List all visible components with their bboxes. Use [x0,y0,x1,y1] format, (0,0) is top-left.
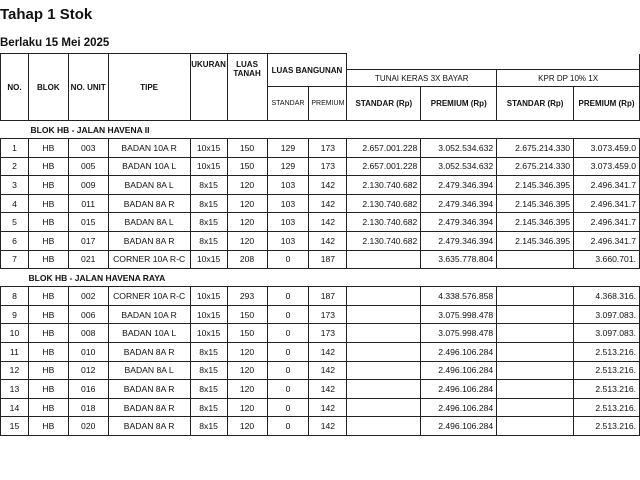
cell-blok: HB [28,139,68,158]
cell-ukuran: 10x15 [190,250,227,269]
cell-lb-prem: 142 [309,231,347,250]
cell-tipe: BADAN 8A L [108,176,190,195]
cell-kpr-prem: 2.513.216. [574,361,640,380]
cell-tunai-prem: 3.075.998.478 [421,305,497,324]
cell-kpr-std [497,417,574,436]
cell-unit: 021 [68,250,108,269]
cell-tunai-prem: 2.479.346.394 [421,231,497,250]
table-row [1,324,640,343]
table-body [1,121,640,436]
cell-unit: 012 [68,361,108,380]
cell-unit: 006 [68,305,108,324]
cell-unit: 015 [68,213,108,232]
cell-tunai-std: 2.130.740.682 [347,213,421,232]
cell-no: 13 [1,380,29,399]
cell-lt: 120 [227,213,267,232]
cell-no: 2 [1,157,29,176]
cell-no: 1 [1,139,29,158]
cell-tipe: BADAN 10A L [108,157,190,176]
cell-lb-std: 0 [267,342,309,361]
cell-no: 14 [1,398,29,417]
cell-ukuran: 10x15 [190,287,227,306]
cell-tunai-prem: 3.052.534.632 [421,139,497,158]
header-tipe: TIPE [108,54,190,121]
cell-blok: HB [28,194,68,213]
cell-kpr-std [497,342,574,361]
cell-kpr-std: 2.675.214.330 [497,157,574,176]
cell-tipe: BADAN 8A R [108,417,190,436]
cell-kpr-std: 2.675.214.330 [497,139,574,158]
cell-kpr-std [497,361,574,380]
cell-lb-prem: 187 [309,287,347,306]
cell-kpr-std: 2.145.346.395 [497,231,574,250]
cell-lb-std: 103 [267,194,309,213]
page-title: Tahap 1 Stok [0,6,93,23]
cell-blok: HB [28,250,68,269]
cell-blok: HB [28,305,68,324]
header-no-unit: NO. UNIT [68,54,108,121]
cell-tunai-std [347,287,421,306]
cell-tipe: BADAN 8A R [108,380,190,399]
cell-no: 12 [1,361,29,380]
cell-lt: 293 [227,287,267,306]
cell-no: 11 [1,342,29,361]
table-row [1,231,640,250]
cell-unit: 018 [68,398,108,417]
cell-tipe: BADAN 8A L [108,213,190,232]
cell-no: 5 [1,213,29,232]
price-table [0,53,640,436]
cell-no: 15 [1,417,29,436]
cell-unit: 008 [68,324,108,343]
cell-tipe: BADAN 8A R [108,398,190,417]
cell-ukuran: 8x15 [190,417,227,436]
cell-ukuran: 8x15 [190,213,227,232]
cell-kpr-prem: 2.496.341.7 [574,213,640,232]
cell-kpr-std [497,305,574,324]
section-title: BLOK HB - JALAN HAVENA II [1,121,640,139]
cell-kpr-std [497,287,574,306]
header-tunai: TUNAI KERAS 3X BAYAR [347,70,497,87]
cell-kpr-prem: 3.097.083. [574,324,640,343]
cell-tipe: BADAN 8A R [108,231,190,250]
cell-lt: 150 [227,157,267,176]
cell-lb-prem: 173 [309,324,347,343]
cell-lb-prem: 187 [309,250,347,269]
cell-ukuran: 8x15 [190,231,227,250]
cell-blok: HB [28,342,68,361]
cell-tunai-prem: 2.479.346.394 [421,194,497,213]
cell-lt: 120 [227,361,267,380]
cell-lb-prem: 173 [309,139,347,158]
cell-tunai-prem: 2.496.106.284 [421,342,497,361]
header-ukuran: UKURAN [190,54,227,121]
cell-blok: HB [28,231,68,250]
cell-lb-prem: 142 [309,380,347,399]
cell-no: 10 [1,324,29,343]
cell-lb-std: 0 [267,324,309,343]
cell-ukuran: 8x15 [190,176,227,195]
header-kpr: KPR DP 10% 1X [497,70,640,87]
cell-lb-std: 129 [267,157,309,176]
cell-tunai-std [347,380,421,399]
cell-tunai-std [347,398,421,417]
cell-tunai-std: 2.130.740.682 [347,231,421,250]
cell-tunai-prem: 3.635.778.804 [421,250,497,269]
cell-lb-std: 103 [267,213,309,232]
header-lb-standar: STANDAR [267,87,309,121]
cell-tunai-prem: 2.496.106.284 [421,361,497,380]
cell-lb-prem: 173 [309,157,347,176]
cell-unit: 011 [68,194,108,213]
cell-ukuran: 10x15 [190,305,227,324]
cell-kpr-prem: 3.073.459.0 [574,157,640,176]
cell-blok: HB [28,380,68,399]
cell-tunai-prem: 3.052.534.632 [421,157,497,176]
cell-tunai-prem: 3.075.998.478 [421,324,497,343]
cell-unit: 010 [68,342,108,361]
cell-tipe: CORNER 10A R-C [108,250,190,269]
header-luas-bangunan: LUAS BANGUNAN [267,54,347,87]
table-row [1,417,640,436]
cell-lb-std: 129 [267,139,309,158]
cell-tunai-std: 2.657.001.228 [347,139,421,158]
cell-lb-std: 0 [267,250,309,269]
cell-kpr-std [497,324,574,343]
cell-no: 8 [1,287,29,306]
cell-tunai-std [347,250,421,269]
header-kpr-premium: PREMIUM (Rp) [574,87,640,121]
cell-lb-prem: 142 [309,417,347,436]
section-header [1,121,640,139]
cell-lt: 120 [227,398,267,417]
table-row [1,139,640,158]
cell-tipe: BADAN 8A R [108,194,190,213]
cell-kpr-prem: 4.368.316. [574,287,640,306]
cell-tunai-std: 2.657.001.228 [347,157,421,176]
table-row [1,157,640,176]
cell-lb-prem: 142 [309,176,347,195]
cell-unit: 009 [68,176,108,195]
section-title: BLOK HB - JALAN HAVENA RAYA [1,269,640,287]
cell-kpr-prem: 2.513.216. [574,380,640,399]
cell-unit: 002 [68,287,108,306]
table-row [1,176,640,195]
cell-lt: 120 [227,194,267,213]
cell-kpr-prem: 2.513.216. [574,398,640,417]
header-lb-premium: PREMIUM [309,87,347,121]
cell-tunai-std [347,305,421,324]
cell-kpr-std [497,380,574,399]
cell-tunai-std [347,342,421,361]
table-row [1,305,640,324]
cell-blok: HB [28,324,68,343]
cell-tunai-prem: 2.496.106.284 [421,398,497,417]
header-no: NO. [1,54,29,121]
cell-lb-std: 0 [267,305,309,324]
cell-blok: HB [28,417,68,436]
cell-tunai-prem: 2.496.106.284 [421,380,497,399]
cell-kpr-prem: 3.660.701. [574,250,640,269]
section-header [1,269,640,287]
cell-tunai-std: 2.130.740.682 [347,194,421,213]
cell-lt: 208 [227,250,267,269]
cell-tipe: BADAN 8A L [108,361,190,380]
cell-lt: 150 [227,139,267,158]
cell-lb-std: 0 [267,398,309,417]
cell-tunai-std [347,417,421,436]
cell-kpr-prem: 2.513.216. [574,342,640,361]
cell-ukuran: 8x15 [190,380,227,399]
cell-lt: 120 [227,231,267,250]
table-row [1,287,640,306]
cell-lb-prem: 173 [309,305,347,324]
cell-tipe: CORNER 10A R-C [108,287,190,306]
page-subtitle: Berlaku 15 Mei 2025 [0,37,110,49]
cell-kpr-std [497,250,574,269]
cell-kpr-std: 2.145.346.395 [497,176,574,195]
table-row [1,342,640,361]
cell-lb-prem: 142 [309,361,347,380]
cell-tipe: BADAN 10A R [108,305,190,324]
table-row [1,380,640,399]
cell-tunai-std [347,361,421,380]
table-row [1,361,640,380]
header-price-blank [347,54,640,70]
cell-blok: HB [28,176,68,195]
table-row [1,398,640,417]
cell-lb-prem: 142 [309,342,347,361]
cell-lt: 120 [227,417,267,436]
cell-no: 7 [1,250,29,269]
cell-no: 4 [1,194,29,213]
cell-blok: HB [28,361,68,380]
cell-unit: 005 [68,157,108,176]
cell-tunai-prem: 4.338.576.858 [421,287,497,306]
cell-tunai-prem: 2.479.346.394 [421,176,497,195]
cell-lb-std: 103 [267,176,309,195]
cell-kpr-prem: 3.073.459.0 [574,139,640,158]
cell-no: 3 [1,176,29,195]
cell-ukuran: 8x15 [190,194,227,213]
cell-ukuran: 10x15 [190,139,227,158]
cell-lt: 120 [227,342,267,361]
cell-lt: 150 [227,324,267,343]
cell-unit: 003 [68,139,108,158]
cell-tipe: BADAN 8A R [108,342,190,361]
cell-lb-prem: 142 [309,194,347,213]
cell-blok: HB [28,287,68,306]
cell-unit: 017 [68,231,108,250]
cell-tipe: BADAN 10A R [108,139,190,158]
table-row [1,194,640,213]
header-blok: BLOK [28,54,68,121]
cell-tunai-std: 2.130.740.682 [347,176,421,195]
cell-lb-prem: 142 [309,213,347,232]
cell-ukuran: 10x15 [190,157,227,176]
cell-tunai-prem: 2.496.106.284 [421,417,497,436]
header-tunai-premium: PREMIUM (Rp) [421,87,497,121]
cell-lt: 150 [227,305,267,324]
cell-ukuran: 8x15 [190,342,227,361]
cell-kpr-prem: 2.496.341.7 [574,176,640,195]
cell-no: 6 [1,231,29,250]
cell-kpr-std: 2.145.346.395 [497,194,574,213]
cell-lb-std: 0 [267,287,309,306]
cell-lb-std: 0 [267,380,309,399]
header-luas-tanah: LUAS TANAH [227,54,267,121]
cell-ukuran: 8x15 [190,398,227,417]
cell-no: 9 [1,305,29,324]
cell-tunai-std [347,324,421,343]
table-row [1,213,640,232]
cell-unit: 016 [68,380,108,399]
cell-kpr-std: 2.145.346.395 [497,213,574,232]
cell-lt: 120 [227,176,267,195]
cell-lb-std: 0 [267,361,309,380]
cell-kpr-prem: 2.496.341.7 [574,231,640,250]
cell-lb-std: 103 [267,231,309,250]
cell-lb-std: 0 [267,417,309,436]
cell-kpr-prem: 2.496.341.7 [574,194,640,213]
cell-tipe: BADAN 10A L [108,324,190,343]
cell-kpr-std [497,398,574,417]
cell-blok: HB [28,157,68,176]
cell-ukuran: 10x15 [190,324,227,343]
cell-tunai-prem: 2.479.346.394 [421,213,497,232]
cell-ukuran: 8x15 [190,361,227,380]
cell-blok: HB [28,213,68,232]
header-kpr-standar: STANDAR (Rp) [497,87,574,121]
cell-lb-prem: 142 [309,398,347,417]
header-tunai-standar: STANDAR (Rp) [347,87,421,121]
cell-lt: 120 [227,380,267,399]
cell-blok: HB [28,398,68,417]
table-row [1,250,640,269]
cell-kpr-prem: 2.513.216. [574,417,640,436]
cell-kpr-prem: 3.097.083. [574,305,640,324]
cell-unit: 020 [68,417,108,436]
